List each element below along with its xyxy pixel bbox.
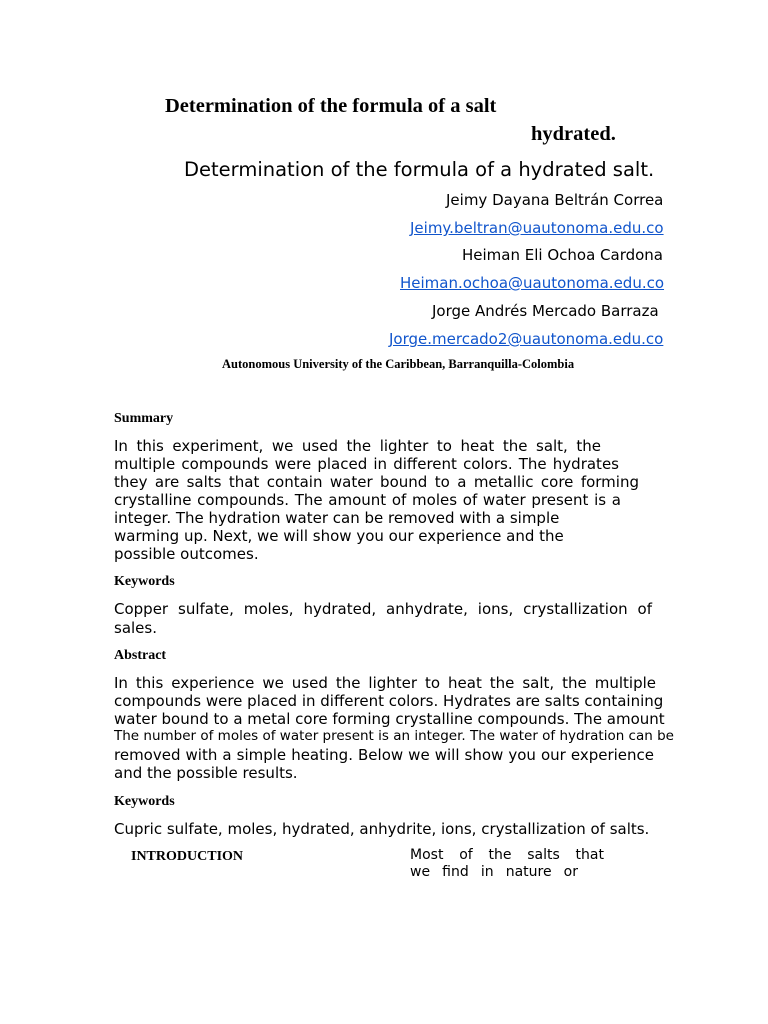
summary-line: possible outcomes. (114, 545, 259, 563)
abstract-line: compounds were placed in different colors. Hydrates are salts containing (114, 692, 664, 710)
summary-line: integer. The hydration water can be removed with a simple (114, 509, 560, 527)
paper-title-line-1: Determination of the formula of a salt (165, 95, 497, 117)
summary-line: they are salts that contain water bound to a metallic core forming (114, 473, 639, 491)
summary-heading: Summary (114, 411, 174, 426)
abstract-heading: Abstract (114, 648, 167, 663)
affiliation: Autonomous University of the Caribbean, Barranquilla-Colombia (222, 357, 575, 371)
keywords-line: Cupric sulfate, moles, hydrated, anhydrite, ions, crystallization of salts. (114, 820, 650, 838)
summary-line: multiple compounds were placed in different colors. The hydrates (114, 455, 619, 473)
introduction-heading: INTRODUCTION (131, 849, 244, 864)
summary-line: In this experiment, we used the lighter to heat the salt, the (114, 437, 601, 455)
paper-title-line-2: hydrated. (531, 123, 616, 145)
author-name: Jeimy Dayana Beltrán Correa (446, 191, 664, 209)
summary-line: warming up. Next, we will show you our experience and the (114, 527, 564, 545)
keywords-heading: Keywords (114, 574, 175, 589)
abstract-line: removed with a simple heating. Below we will show you our experience (114, 746, 654, 764)
keywords-line: Copper sulfate, moles, hydrated, anhydrate, ions, crystallization of (114, 600, 652, 618)
abstract-line: water bound to a metal core forming crystalline compounds. The amount (114, 710, 665, 728)
author-name: Jorge Andrés Mercado Barraza (432, 302, 659, 320)
author-email-link[interactable]: Jorge.mercado2@uautonoma.edu.co (389, 330, 664, 348)
author-name: Heiman Eli Ochoa Cardona (462, 246, 663, 264)
author-email-link[interactable]: Heiman.ochoa@uautonoma.edu.co (400, 274, 665, 292)
keywords-line: sales. (114, 619, 157, 637)
author-email-link[interactable]: Jeimy.beltran@uautonoma.edu.co (410, 219, 664, 237)
abstract-line: In this experience we used the lighter to heat the salt, the multiple (114, 674, 656, 692)
introduction-line: we find in nature or (410, 864, 578, 880)
keywords-heading: Keywords (114, 794, 175, 809)
abstract-line: The number of moles of water present is an integer. The water of hydration can be (114, 728, 674, 744)
summary-line: crystalline compounds. The amount of moles of water present is a (114, 491, 621, 509)
abstract-line: and the possible results. (114, 764, 298, 782)
paper-subtitle: Determination of the formula of a hydrated salt. (184, 158, 655, 181)
introduction-line: Most of the salts that (410, 847, 604, 863)
